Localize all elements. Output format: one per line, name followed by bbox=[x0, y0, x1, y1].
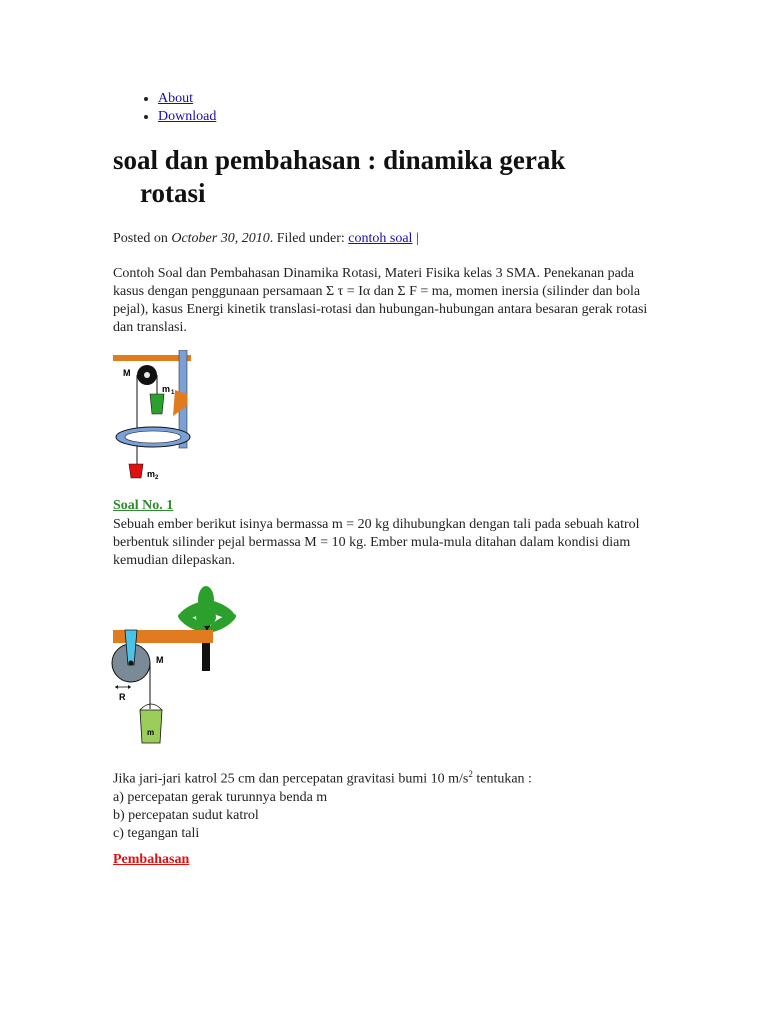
question-lead: Jika jari-jari katrol 25 cm dan percepatan gravitasi bumi 10 $m/s^2$ tentukan : bbox=[113, 769, 532, 787]
nav-item-download bbox=[158, 108, 216, 126]
filed-label: . Filed under: bbox=[269, 231, 345, 246]
superscript-2: 2 bbox=[468, 769, 473, 779]
top-nav bbox=[113, 90, 216, 126]
well-pulley-figure bbox=[113, 350, 198, 485]
category-link[interactable]: contoh soal bbox=[348, 231, 413, 246]
post-date: October 30, 2010 bbox=[171, 231, 270, 246]
nav-item-about bbox=[158, 90, 216, 108]
label-m2-sub: 2 bbox=[155, 475, 159, 481]
meta-separator: | bbox=[415, 231, 419, 246]
label-m2: m bbox=[147, 469, 156, 479]
well-opening bbox=[125, 431, 181, 443]
question-a: a) percepatan gerak turunnya benda m bbox=[113, 789, 328, 805]
pulley-bucket-figure bbox=[110, 585, 260, 755]
label-R: R bbox=[119, 692, 126, 702]
label-m: m bbox=[147, 728, 155, 737]
download-link[interactable]: Download bbox=[158, 109, 217, 124]
soal-heading: Soal No. 1 bbox=[113, 498, 174, 513]
about-link[interactable]: About bbox=[158, 91, 193, 106]
soal-text: Sebuah ember berikut isinya bermassa m = 20 kg dihubungkan dengan tali pada sebuah katrol berbentuk silinder pejal bermassa M = 10 kg. Ember mula-mula ditahan dalam kondisi diam kemudian dilepaskan. bbox=[113, 517, 640, 568]
question-b: b) percepatan sudut katrol bbox=[113, 807, 259, 823]
posted-label: Posted on bbox=[113, 231, 168, 246]
bucket-m1 bbox=[150, 394, 164, 414]
bucket-m2 bbox=[129, 464, 143, 478]
label-M: M bbox=[156, 655, 164, 665]
pulley-axle bbox=[144, 372, 150, 378]
intro-paragraph: Contoh Soal dan Pembahasan Dinamika Rotasi, Materi Fisika kelas 3 SMA. Penekanan pada kasus dengan penggunaan persamaan Σ τ = Iα dan Σ F = ma, momen inersia (silinder dan bola pejal), kasus Energi kinetik translasi-rotasi dan hubungan-hubungan antara besaran gerak rotasi dan translasi. bbox=[113, 266, 648, 335]
label-m1-sub: 1 bbox=[171, 390, 175, 396]
bucket-m bbox=[140, 710, 162, 743]
question-block bbox=[113, 765, 653, 843]
label-M: M bbox=[123, 368, 131, 378]
question-c: c) tegangan tali bbox=[113, 825, 200, 841]
bucket-handle bbox=[140, 704, 162, 710]
post-meta bbox=[113, 230, 419, 248]
pembahasan-heading: Pembahasan bbox=[113, 852, 190, 867]
post-title: soal dan pembahasan : dinamika gerak rotasi bbox=[113, 145, 566, 208]
pulley-axle bbox=[129, 661, 134, 666]
label-m1: m bbox=[162, 384, 171, 394]
